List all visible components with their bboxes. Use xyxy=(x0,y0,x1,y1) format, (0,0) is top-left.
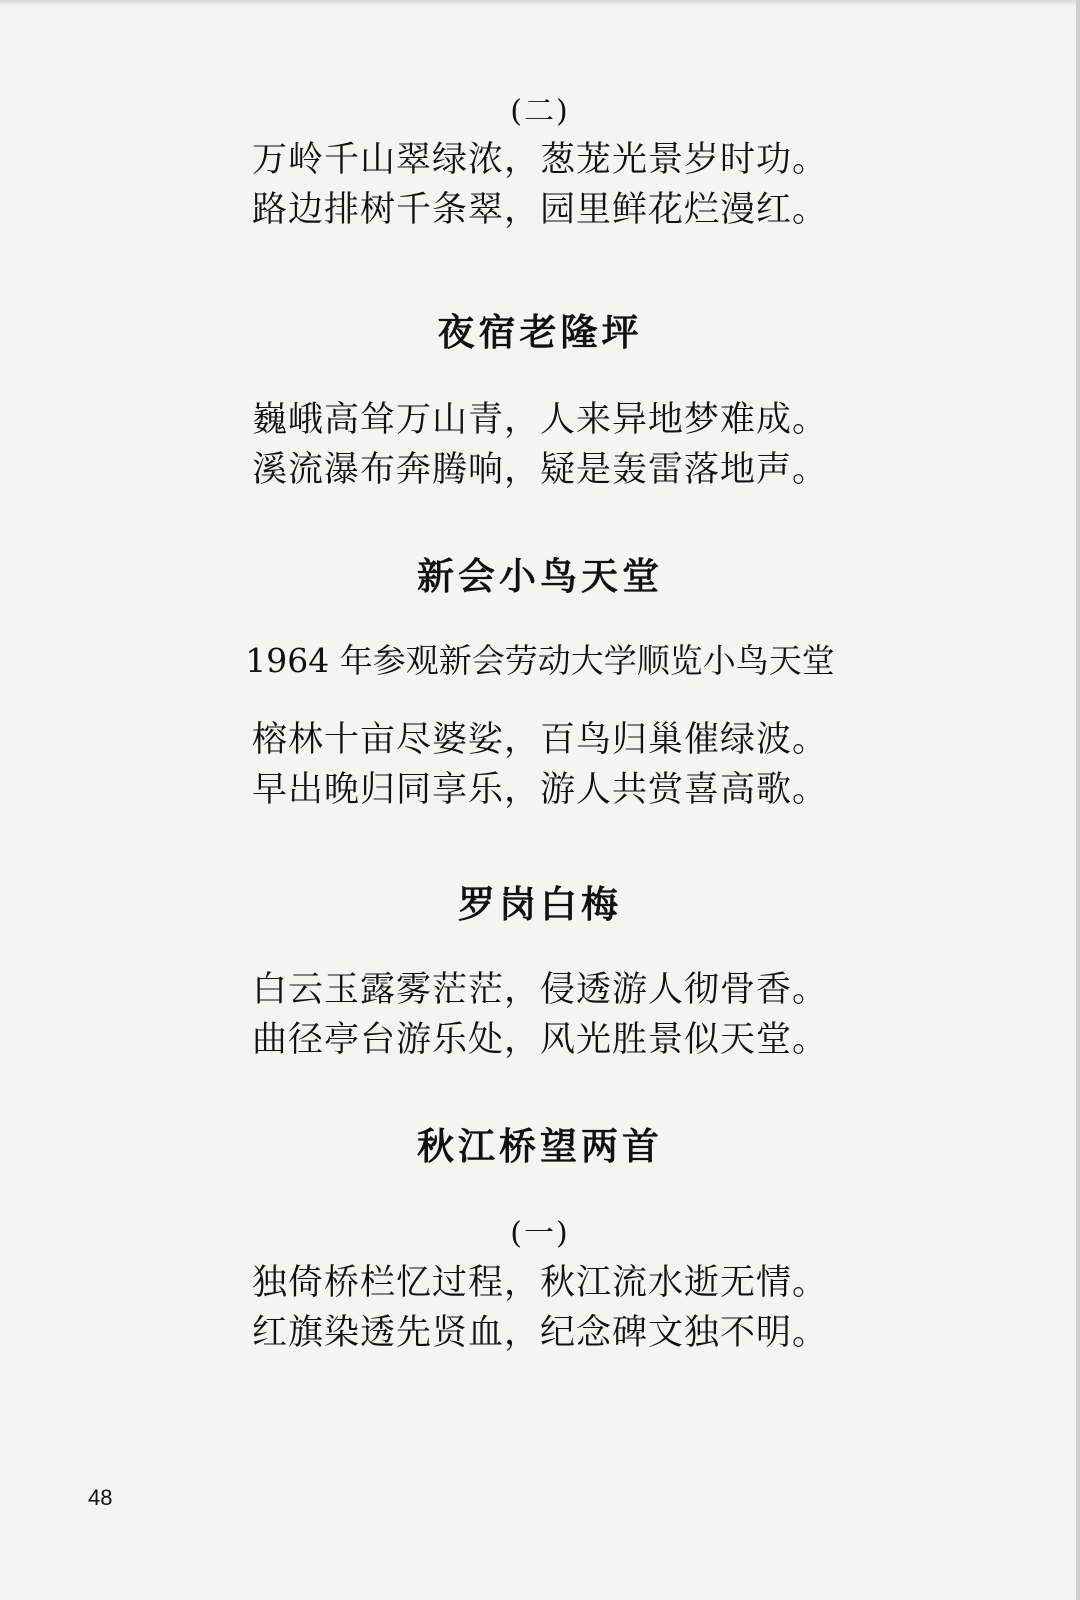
verse-line: 红旗染透先贤血，纪念碑文独不明。 xyxy=(251,1313,828,1353)
poem-title: 夜宿老隆坪 xyxy=(437,311,643,354)
poem-body xyxy=(0,135,1080,235)
poem-part-label: (一) xyxy=(510,1216,570,1251)
poem-body xyxy=(0,1258,1080,1358)
verse-line: 独倚桥栏忆过程，秋江流水逝无情。 xyxy=(251,1263,828,1303)
poem-part-label: (二) xyxy=(510,94,570,129)
poem-title: 新会小鸟天堂 xyxy=(417,555,663,598)
verse-line: 万岭千山翠绿浓，葱茏光景岁时功。 xyxy=(251,140,828,180)
page-number: 48 xyxy=(88,1485,113,1510)
poem-body xyxy=(0,395,1080,495)
poem-note: 1964 年参观新会劳动大学顺览小鸟天堂 xyxy=(245,641,835,680)
poem-body xyxy=(0,715,1080,815)
verse-line: 榕林十亩尽婆娑，百鸟归巢催绿波。 xyxy=(251,720,828,760)
poem-body xyxy=(0,965,1080,1065)
verse-line: 早出晚归同享乐，游人共赏喜高歌。 xyxy=(251,770,828,810)
verse-line: 白云玉露雾茫茫，侵透游人彻骨香。 xyxy=(251,970,828,1010)
verse-line: 曲径亭台游乐处，风光胜景似天堂。 xyxy=(251,1020,828,1060)
verse-line: 路边排树千条翠，园里鲜花烂漫红。 xyxy=(251,190,828,230)
poem-title: 罗岗白梅 xyxy=(458,883,622,926)
verse-line: 溪流瀑布奔腾响，疑是轰雷落地声。 xyxy=(251,450,828,490)
verse-line: 巍峨高耸万山青，人来异地梦难成。 xyxy=(251,400,828,440)
poem-title: 秋江桥望两首 xyxy=(417,1125,663,1168)
